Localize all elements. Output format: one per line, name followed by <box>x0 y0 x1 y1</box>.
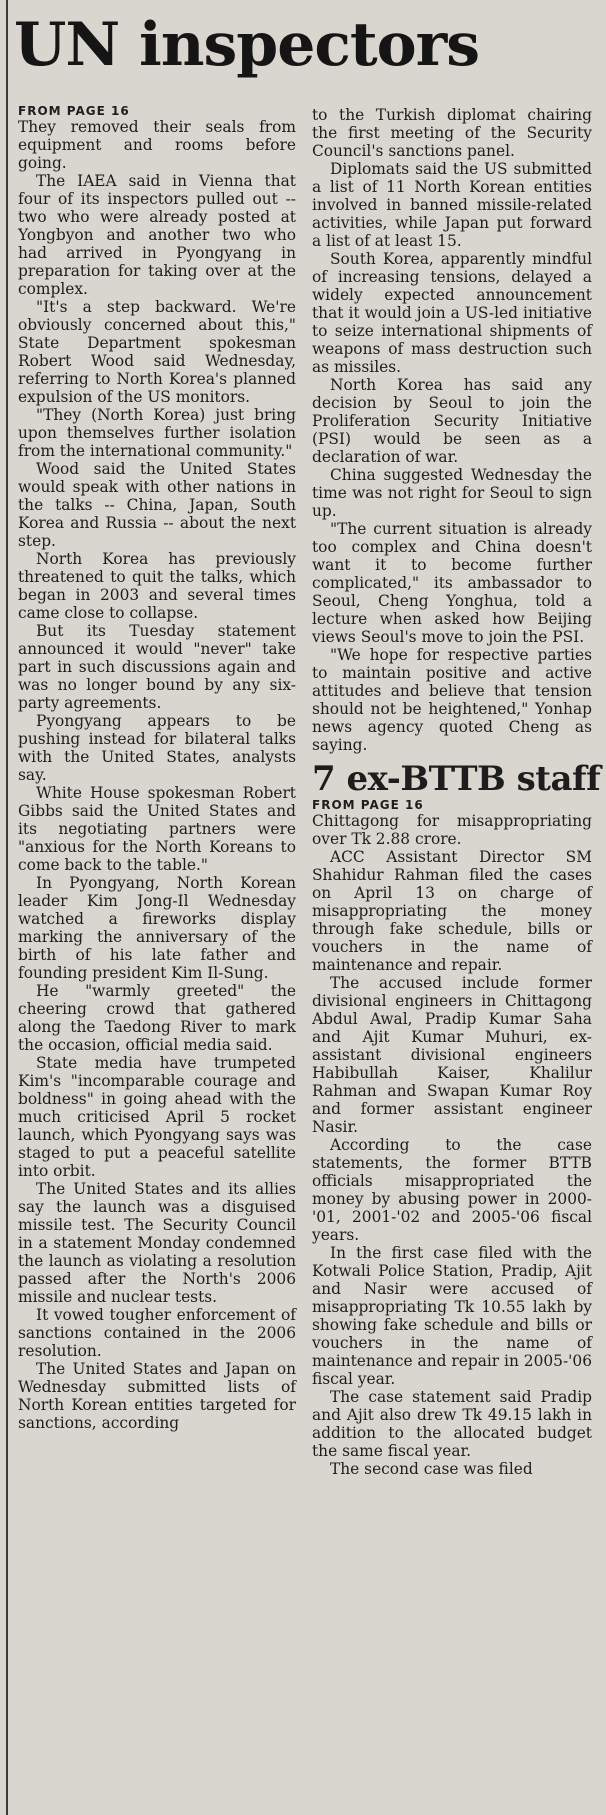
paragraph: China suggested Wednesday the time was not right for Seoul to sign up. <box>312 466 592 520</box>
paragraph: In Pyongyang, North Korean leader Kim Jong-Il Wednesday watched a fireworks display marking the anniversary of the birth of his late father and founding president Kim Il-Sung. <box>18 874 296 982</box>
left-column <box>18 104 296 1432</box>
paragraph: to the Turkish diplomat chairing the first meeting of the Security Council's sanctions panel. <box>312 106 592 160</box>
paragraph: "We hope for respective parties to maintain positive and active attitudes and believe that tension should not be heightened," Yonhap news agency quoted Cheng as saying. <box>312 646 592 754</box>
paragraph: The second case was filed <box>330 1460 533 1478</box>
paragraph: ACC Assistant Director SM Shahidur Rahman filed the cases on April 13 on charge of misappropriating the money through fake schedule, bills or vouchers in the name of maintenance and repair. <box>312 848 592 974</box>
paragraph: The accused include former divisional engineers in Chittagong Abdul Awal, Pradip Kumar Saha and Ajit Kumar Muhuri, ex-assistant divisional engineers Habibullah Kaiser, Khalilur Rahman and Swapan Kumar Roy and former assistant engineer Nasir. <box>312 974 592 1136</box>
paragraph: Wood said the United States would speak with other nations in the talks -- China, Japan, South Korea and Russia -- about the next step. <box>18 460 296 550</box>
column-rule <box>6 0 8 1815</box>
paragraph: White House spokesman Robert Gibbs said the United States and its negotiating partners were "anxious for the North Koreans to come back to the table." <box>18 784 296 874</box>
paragraph: They removed their seals from equipment and rooms before going. <box>18 118 296 172</box>
paragraph: According to the case statements, the former BTTB officials misappropriated the money by abusing power in 2000-'01, 2001-'02 and 2005-'06 fiscal years. <box>312 1136 592 1244</box>
paragraph: The IAEA said in Vienna that four of its inspectors pulled out -- two who were already posted at Yongbyon and another two who had arrived in Pyongyang in preparation for taking over at the complex. <box>18 172 296 298</box>
headline: UN inspectors <box>14 10 480 80</box>
paragraph: "The current situation is already too complex and China doesn't want it to become further complicated," its ambassador to Seoul, Cheng Yonghua, told a lecture when asked how Beijing views Seoul's move to join the PSI. <box>312 520 592 646</box>
paragraph: The United States and Japan on Wednesday submitted lists of North Korean entities targeted for sanctions, according <box>18 1360 296 1432</box>
right-column <box>312 106 601 1478</box>
paragraph: State media have trumpeted Kim's "incomparable courage and boldness" in going ahead with the much criticised April 5 rocket launch, which Pyongyang says was staged to put a peaceful satellite into orbit. <box>18 1054 296 1180</box>
paragraph: North Korea has said any decision by Seoul to join the Proliferation Security Initiative (PSI) would be seen as a declaration of war. <box>312 376 592 466</box>
paragraph: The case statement said Pradip and Ajit also drew Tk 49.15 lakh in addition to the allocated budget the same fiscal year. <box>312 1388 592 1460</box>
paragraph: It vowed tougher enforcement of sanctions contained in the 2006 resolution. <box>18 1306 296 1360</box>
paragraph: "They (North Korea) just bring upon themselves further isolation from the international community." <box>18 406 296 460</box>
paragraph: North Korea has previously threatened to quit the talks, which began in 2003 and several times came close to collapse. <box>18 550 296 622</box>
second-story-headline: 7 ex-BTTB staff <box>312 759 601 799</box>
paragraph: "It's a step backward. We're obviously concerned about this," State Department spokesman Robert Wood said Wednesday, referring to North Korea's planned expulsion of the US monitors. <box>18 298 296 406</box>
paragraph: South Korea, apparently mindful of increasing tensions, delayed a widely expected announcement that it would join a US-led initiative to seize international shipments of weapons of mass destruction such as missiles. <box>312 250 592 376</box>
paragraph: Chittagong for misappropriating over Tk 2.88 crore. <box>312 812 592 848</box>
kicker: FROM PAGE 16 <box>312 798 424 812</box>
paragraph: In the first case filed with the Kotwali Police Station, Pradip, Ajit and Nasir were accused of misappropriating Tk 10.55 lakh by showing fake schedule and bills or vouchers in the name of maintenance and repair in 2005-'06 fiscal year. <box>312 1244 592 1388</box>
paragraph: The United States and its allies say the launch was a disguised missile test. The Security Council in a statement Monday condemned the launch as violating a resolution passed after the North's 2006 missile and nuclear tests. <box>18 1180 296 1306</box>
paragraph: But its Tuesday statement announced it would "never" take part in such discussions again and was no longer bound by any six-party agreements. <box>18 622 296 712</box>
paragraph: He "warmly greeted" the cheering crowd that gathered along the Taedong River to mark the occasion, official media said. <box>18 982 296 1054</box>
kicker: FROM PAGE 16 <box>18 104 130 118</box>
paragraph: Pyongyang appears to be pushing instead for bilateral talks with the United States, analysts say. <box>18 712 296 784</box>
paragraph: Diplomats said the US submitted a list of 11 North Korean entities involved in banned missile-related activities, while Japan put forward a list of at least 15. <box>312 160 592 250</box>
